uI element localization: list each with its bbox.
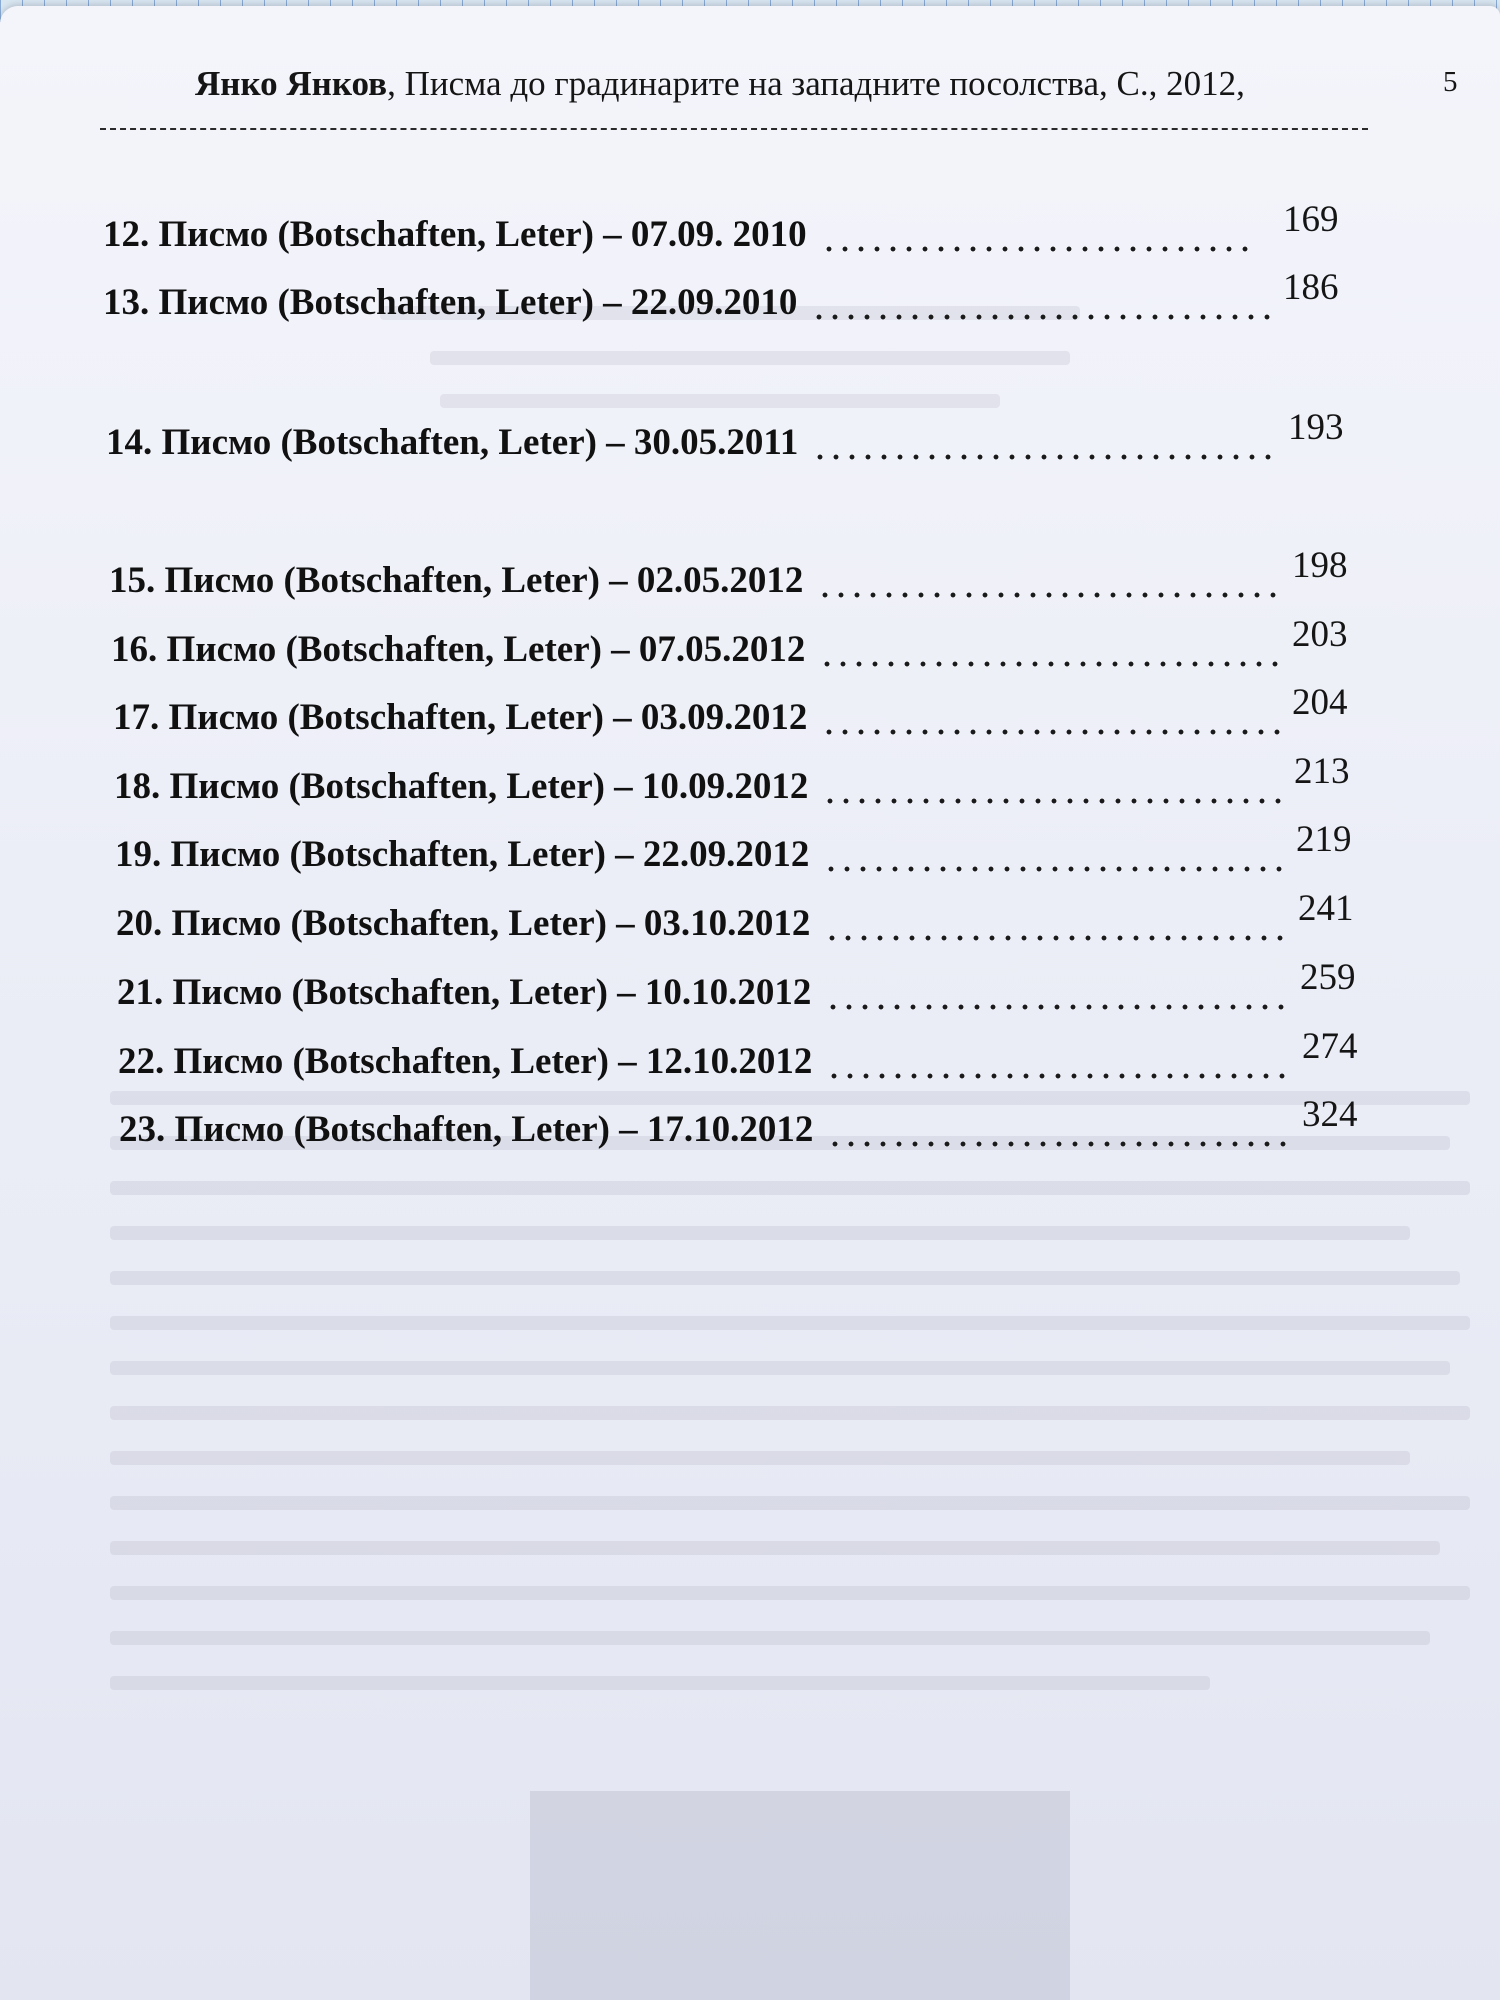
table-of-contents bbox=[0, 6, 1500, 1206]
dot-leader bbox=[811, 312, 1270, 322]
toc-entry-page: 198 bbox=[1292, 545, 1348, 586]
dot-leader bbox=[825, 1002, 1291, 1012]
dot-leader bbox=[817, 590, 1280, 600]
toc-entry bbox=[106, 407, 1368, 464]
dot-leader bbox=[821, 244, 1250, 254]
toc-entry-page: 169 bbox=[1283, 199, 1339, 240]
toc-entry bbox=[117, 957, 1380, 1014]
toc-entry bbox=[118, 1026, 1382, 1083]
dot-leader bbox=[826, 1071, 1293, 1081]
dot-leader bbox=[812, 452, 1275, 462]
toc-entry bbox=[115, 819, 1376, 876]
header-author: Янко Янков bbox=[195, 64, 388, 103]
toc-entry bbox=[119, 1094, 1382, 1151]
dot-leader bbox=[822, 796, 1285, 806]
toc-entry-page: 213 bbox=[1294, 751, 1350, 792]
toc-entry-title: 20. Писмо (Botschaften, Leter) – 03.10.2012 bbox=[116, 903, 811, 944]
toc-entry-title: 19. Писмо (Botschaften, Leter) – 22.09.2012 bbox=[115, 834, 810, 875]
toc-entry-page: 219 bbox=[1296, 819, 1352, 860]
toc-entry-title: 22. Писмо (Botschaften, Leter) – 12.10.2012 bbox=[118, 1041, 813, 1082]
toc-entry-page: 193 bbox=[1288, 407, 1344, 448]
toc-entry-title: 18. Писмо (Botschaften, Leter) – 10.09.2012 bbox=[114, 766, 809, 807]
toc-entry-title: 12. Писмо (Botschaften, Leter) – 07.09. 2010 bbox=[103, 214, 807, 255]
toc-entry-title: 23. Писмо (Botschaften, Leter) – 17.10.2012 bbox=[119, 1109, 814, 1150]
toc-entry-title: 15. Писмо (Botschaften, Leter) – 02.05.2012 bbox=[109, 560, 804, 601]
book-page bbox=[0, 6, 1500, 2000]
toc-entry-page: 204 bbox=[1292, 682, 1348, 723]
toc-entry bbox=[114, 751, 1374, 808]
dot-leader bbox=[823, 864, 1287, 874]
toc-entry-title: 16. Писмо (Botschaften, Leter) – 07.05.2012 bbox=[111, 629, 806, 670]
toc-entry bbox=[116, 888, 1378, 945]
header-title: , Писма до градинарите на западните посолства, С., 2012, bbox=[387, 64, 1245, 103]
toc-entry-page: 186 bbox=[1283, 267, 1339, 308]
dot-leader bbox=[824, 933, 1289, 943]
toc-entry-page: 274 bbox=[1302, 1026, 1358, 1067]
toc-entry-title: 17. Писмо (Botschaften, Leter) – 03.09.2012 bbox=[113, 697, 808, 738]
toc-entry bbox=[111, 614, 1372, 671]
toc-entry-page: 259 bbox=[1300, 957, 1356, 998]
toc-entry bbox=[113, 682, 1372, 739]
toc-entry-page: 324 bbox=[1302, 1094, 1358, 1135]
toc-entry-title: 14. Писмо (Botschaften, Leter) – 30.05.2011 bbox=[106, 422, 799, 463]
toc-entry-page: 203 bbox=[1292, 614, 1348, 655]
toc-entry-title: 21. Писмо (Botschaften, Leter) – 10.10.2012 bbox=[117, 972, 812, 1013]
toc-entry bbox=[109, 545, 1372, 602]
dot-leader bbox=[827, 1139, 1295, 1149]
toc-entry bbox=[103, 267, 1363, 324]
toc-entry-title: 13. Писмо (Botschaften, Leter) – 22.09.2010 bbox=[103, 282, 798, 323]
toc-entry bbox=[103, 199, 1363, 256]
page-number: 5 bbox=[1443, 66, 1458, 98]
dot-leader bbox=[821, 727, 1283, 737]
dot-leader bbox=[819, 659, 1283, 669]
toc-entry-page: 241 bbox=[1298, 888, 1354, 929]
